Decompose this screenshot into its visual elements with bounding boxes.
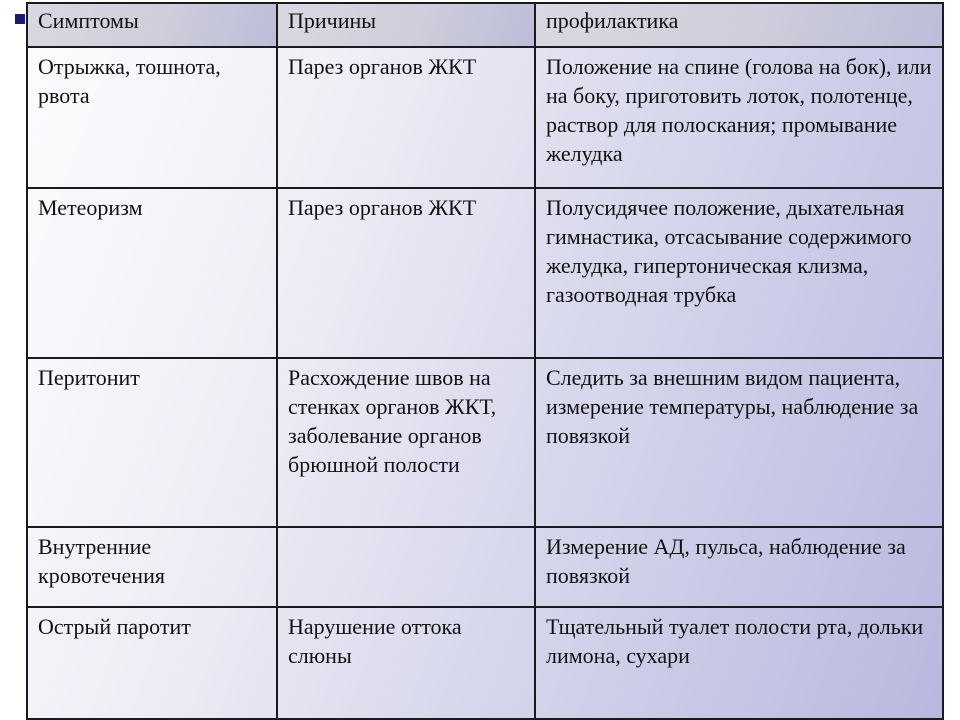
symptom-cell: Внутренние кровотечения [27, 527, 277, 607]
prevention-cell: Полусидячее положение, дыхательная гимнастика, отсасывание содержимого желудка, гипертоническая клизма, газоотводная трубка [535, 188, 943, 358]
symptom-cell: Метеоризм [27, 188, 277, 358]
prevention-cell: Следить за внешним видом пациента, измерение температуры, наблюдение за повязкой [535, 358, 943, 527]
prevention-cell: Измерение АД, пульса, наблюдение за повязкой [535, 527, 943, 607]
cause-cell: Расхождение швов на стенках органов ЖКТ, заболевание органов брюшной полости [277, 358, 535, 527]
table-row [27, 527, 943, 607]
decorative-bar [14, 30, 26, 40]
cause-cell: Нарушение оттока слюны [277, 607, 535, 719]
cause-cell: Парез органов ЖКТ [277, 47, 535, 188]
complications-table [26, 2, 944, 720]
header-symptoms: Симптомы [27, 3, 277, 47]
prevention-cell: Тщательный туалет полости рта, дольки лимона, сухари [535, 607, 943, 719]
table-row [27, 47, 943, 188]
cause-cell [277, 527, 535, 607]
symptom-cell: Острый паротит [27, 607, 277, 719]
bullet-square-icon [15, 14, 25, 24]
cause-cell: Парез органов ЖКТ [277, 188, 535, 358]
table-header-row [27, 3, 943, 47]
prevention-cell: Положение на спине (голова на бок), или на боку, приготовить лоток, полотенце, раствор для полоскания; промывание желудка [535, 47, 943, 188]
table-row [27, 188, 943, 358]
header-causes: Причины [277, 3, 535, 47]
symptom-cell: Отрыжка, тошнота, рвота [27, 47, 277, 188]
header-prevention: профилактика [535, 3, 943, 47]
table-row [27, 607, 943, 719]
table-row [27, 358, 943, 527]
symptom-cell: Перитонит [27, 358, 277, 527]
